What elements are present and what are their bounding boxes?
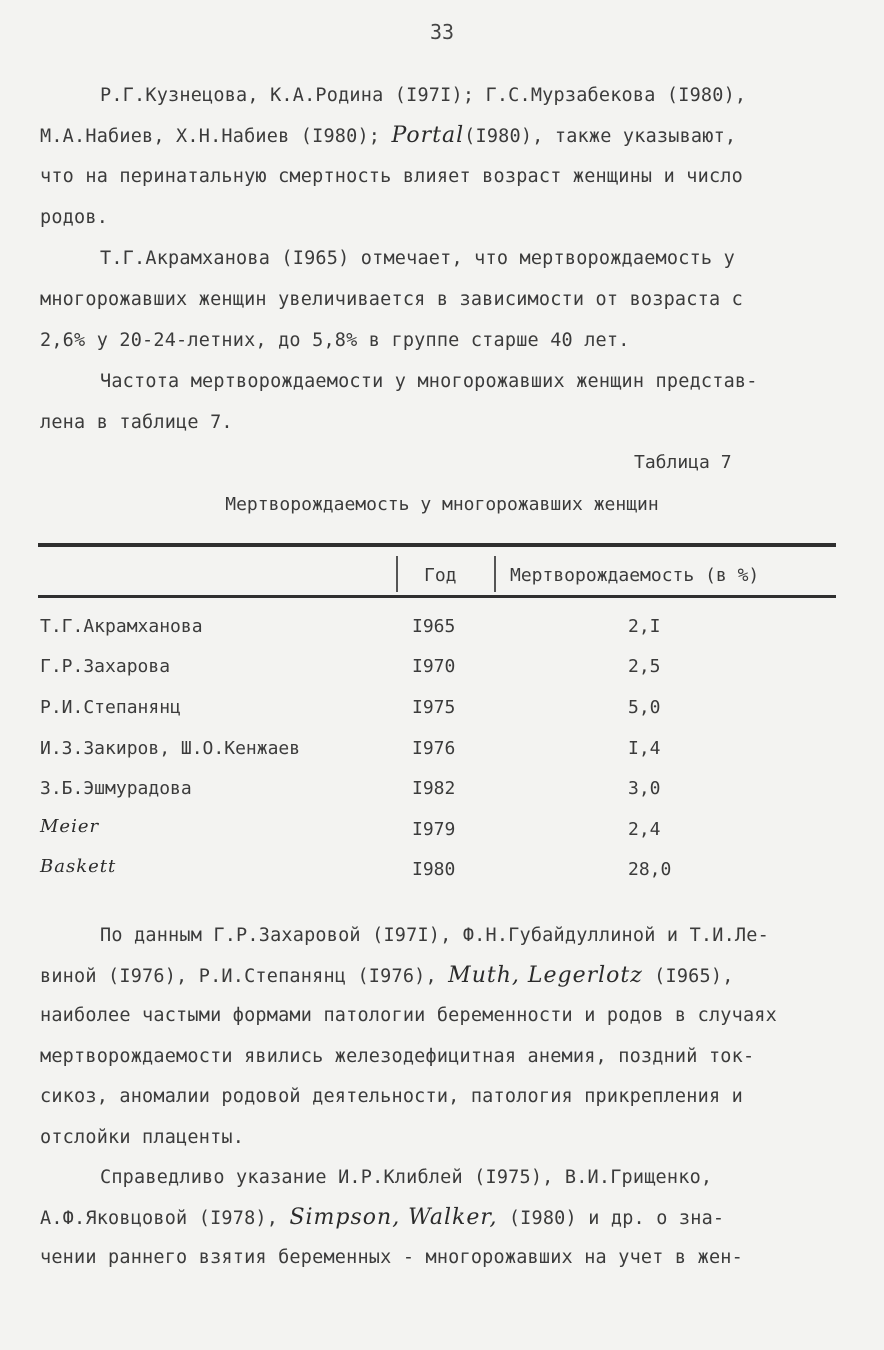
body-text-line: родов. <box>40 207 109 228</box>
handwritten-name: Simpson, Walker, <box>289 1205 498 1230</box>
body-text-line: сикоз, аномалии родовой деятельности, патология прикрепления и <box>40 1086 743 1107</box>
table-header-rate: Мертворождаемость (в %) <box>510 565 760 586</box>
body-text-line: По данным Г.Р.Захаровой (I97I), Ф.Н.Губайдуллиной и Т.И.Ле- <box>100 925 769 946</box>
table-header-rule <box>38 595 836 598</box>
cell-year: I979 <box>412 819 456 840</box>
body-text-line <box>40 964 734 989</box>
cell-rate: 2,5 <box>628 656 661 677</box>
body-text-line <box>40 124 736 149</box>
body-text-fragment: А.Ф.Яковцовой (I978), <box>40 1208 290 1229</box>
cell-author: Р.И.Степанянц <box>40 697 181 718</box>
table-row <box>38 697 836 727</box>
body-text-fragment: М.А.Набиев, Х.Н.Набиев (I980); <box>40 126 392 147</box>
body-text-fragment: (I980), также указывают, <box>464 126 737 147</box>
table-row <box>38 816 836 849</box>
body-text-fragment: виной (I976), Р.И.Степанянц (I976), <box>40 966 449 987</box>
cell-rate: 2,I <box>628 616 661 637</box>
cell-author: Т.Г.Акрамханова <box>40 616 203 637</box>
cell-year: I980 <box>412 859 456 880</box>
table-row <box>38 856 836 889</box>
body-text-line: отслойки плаценты. <box>40 1127 245 1148</box>
table-label: Таблица 7 <box>634 452 732 473</box>
table-row <box>38 778 836 808</box>
body-text-line: Р.Г.Кузнецова, К.А.Родина (I97I); Г.С.Мурзабекова (I980), <box>100 85 747 106</box>
cell-rate: 2,4 <box>628 819 661 840</box>
table-caption: Мертворождаемость у многорожавших женщин <box>225 494 659 515</box>
cell-author: Г.Р.Захарова <box>40 656 171 677</box>
cell-year: I982 <box>412 778 456 799</box>
cell-author-handwritten: Baskett <box>40 856 117 877</box>
cell-rate: 3,0 <box>628 778 661 799</box>
body-text-line: что на перинатальную смертность влияет возраст женщины и число <box>40 166 743 187</box>
table-header-year: Год <box>424 565 457 586</box>
body-text-line: Частота мертворождаемости у многорожавших женщин представ- <box>100 371 758 392</box>
body-text-fragment: (I965), <box>642 966 734 987</box>
cell-year: I975 <box>412 697 456 718</box>
cell-year: I970 <box>412 656 456 677</box>
body-text-line: лена в таблице 7. <box>40 412 233 433</box>
body-text-line: чении раннего взятия беременных - многорожавших на учет в жен- <box>40 1247 743 1268</box>
cell-author: З.Б.Эшмурадова <box>40 778 192 799</box>
table-top-rule <box>38 543 836 547</box>
body-text-line: 2,6% у 20-24-летних, до 5,8% в группе старше 40 лет. <box>40 330 630 351</box>
body-text-fragment: (I980) и др. о зна- <box>497 1208 725 1229</box>
body-text-line <box>40 1206 724 1231</box>
cell-author-handwritten: Meier <box>40 816 100 837</box>
cell-rate: I,4 <box>628 738 661 759</box>
table-row <box>38 738 836 768</box>
body-text-line: наиболее частыми формами патологии беременности и родов в случаях <box>40 1005 777 1026</box>
handwritten-name: Muth, Legerlotz <box>448 963 643 988</box>
body-text-line: Т.Г.Акрамханова (I965) отмечает, что мертворождаемость у <box>100 248 735 269</box>
column-separator <box>396 556 398 592</box>
table-row <box>38 656 836 686</box>
cell-rate: 5,0 <box>628 697 661 718</box>
cell-year: I976 <box>412 738 456 759</box>
body-text-line: мертворождаемости явились железодефицитная анемия, поздний ток- <box>40 1046 755 1067</box>
cell-rate: 28,0 <box>628 859 672 880</box>
body-text-line: многорожавших женщин увеличивается в зависимости от возраста с <box>40 289 743 310</box>
body-text-line: Справедливо указание И.Р.Клиблей (I975), В.И.Грищенко, <box>100 1167 713 1188</box>
column-separator <box>494 556 496 592</box>
page-number: 33 <box>429 20 455 44</box>
table-row <box>38 616 836 646</box>
handwritten-name: Portal <box>391 123 465 148</box>
cell-author: И.З.Закиров, Ш.О.Кенжаев <box>40 738 301 759</box>
cell-year: I965 <box>412 616 456 637</box>
